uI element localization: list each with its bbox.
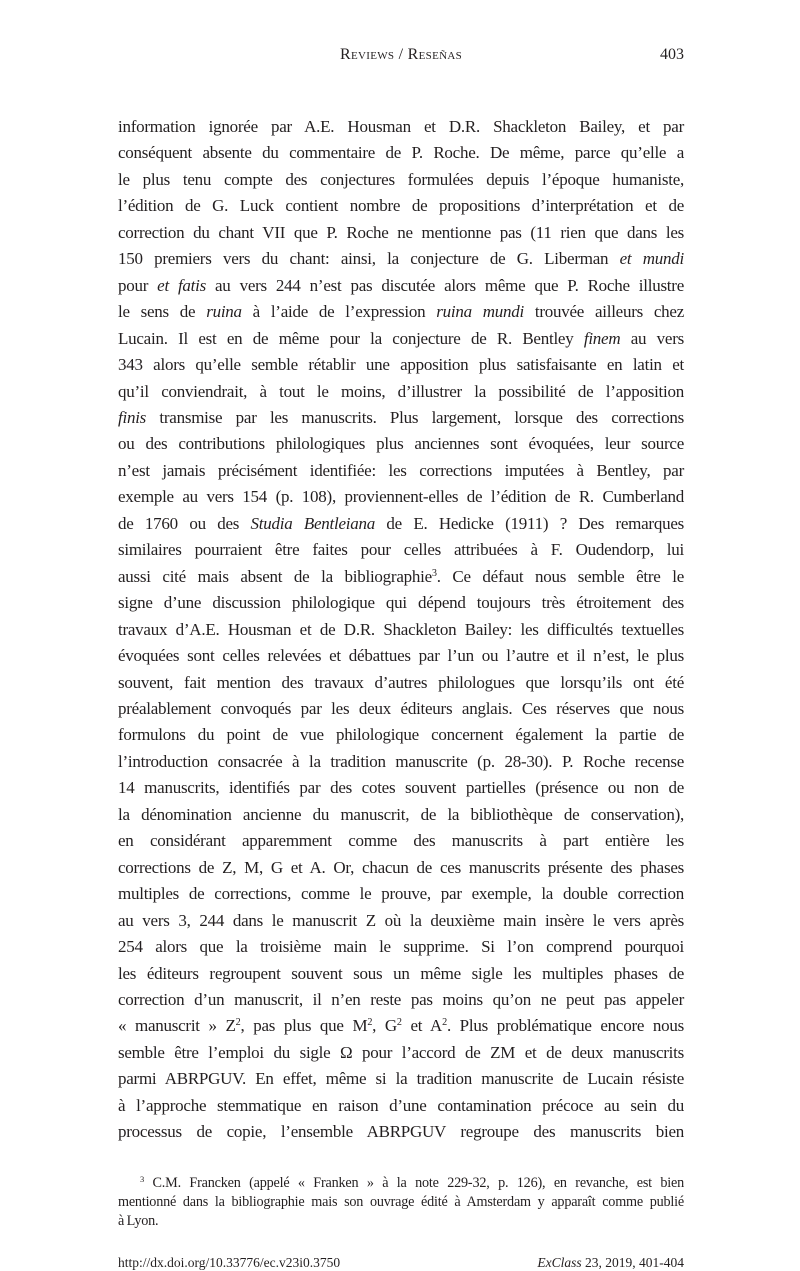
text-line: [118, 643, 684, 669]
text-line: [118, 564, 684, 590]
text-segment: conséquent absente du commentaire de P. Roche. De même, parce qu’elle a: [118, 143, 684, 163]
text-line: [118, 1066, 684, 1092]
italic-text: ruina: [206, 302, 242, 322]
text-segment: parmi ABRPGUV. En effet, même si la tradition manuscrite de Lucain résiste: [118, 1069, 684, 1089]
text-segment: , pas plus que M: [240, 1016, 368, 1036]
text-segment: au vers: [620, 328, 684, 348]
text-segment: exemple au vers 154 (p. 108), proviennent-elles de l’édition de R. Cumberland: [118, 487, 684, 507]
text-segment: similaires pourraient être faites pour celles attribuées à F. Oudendorp, lui: [118, 540, 684, 560]
text-line: [118, 828, 684, 854]
text-segment: le sens de: [118, 302, 207, 322]
journal-citation: [537, 1255, 684, 1271]
text-segment: à l’aide de l’expression: [241, 302, 437, 322]
text-segment: corrections de Z, M, G et A. Or, chacun de ces manuscrits présente des phases: [118, 857, 684, 877]
italic-text: et mundi: [619, 249, 684, 269]
text-segment: n’est jamais précisément identifiée: les corrections imputées à Bentley, par: [118, 460, 684, 480]
text-line: [118, 484, 684, 510]
text-segment: travaux d’A.E. Housman et de D.R. Shackleton Bailey: les difficultés textuelles: [118, 619, 684, 639]
text-segment: correction du chant VII que P. Roche ne mentionne pas (11 rien que dans les: [118, 222, 684, 242]
text-segment: 343 alors qu’elle semble rétablir une apposition plus satisfaisante en latin et: [118, 355, 684, 375]
footnote-line: [118, 1212, 684, 1231]
text-segment: le plus tenu compte des conjectures formulées depuis l’époque humaniste,: [118, 169, 684, 189]
text-line: [118, 670, 684, 696]
text-line: [118, 193, 684, 219]
text-line: [118, 934, 684, 960]
text-segment: semble être l’emploi du sigle Ω pour l’accord de ZM et de deux manuscrits: [118, 1042, 684, 1062]
text-line: [118, 775, 684, 801]
text-segment: ou des contributions philologiques plus anciennes sont évoquées, leur source: [118, 434, 684, 454]
journal-name: ExClass: [537, 1254, 582, 1270]
text-segment: souvent, fait mention des travaux d’autres philologues que lorsqu’ils ont été: [118, 672, 684, 692]
text-line: [118, 431, 684, 457]
text-line: [118, 458, 684, 484]
footnote-marker: 3: [140, 1173, 145, 1184]
footnote-marker: 3: [431, 567, 437, 579]
text-segment: préalablement convoqués par les deux éditeurs anglais. Ces réserves que nous: [118, 698, 684, 718]
text-line: [118, 987, 684, 1013]
footnote-marker: 2: [367, 1017, 373, 1029]
text-segment: 150 premiers vers du chant: ainsi, la conjecture de G. Liberman: [118, 249, 620, 269]
text-segment: . Ce défaut nous semble être le: [436, 566, 684, 586]
text-line: [118, 326, 684, 352]
text-segment: la dénomination ancienne du manuscrit, de la bibliothèque de conservation),: [118, 804, 684, 824]
text-segment: les éditeurs regroupent souvent sous un même sigle les multiples phases de: [118, 963, 684, 983]
italic-text: ruina mundi: [436, 302, 524, 322]
text-segment: en considérant apparemment comme des manuscrits à part entière les: [118, 831, 684, 851]
text-segment: au vers 244 n’est pas discutée alors même que P. Roche illustre: [206, 275, 684, 295]
text-segment: C.M. Francken (appelé « Franken » à la note 229-32, p. 126), en revanche, est bien: [144, 1174, 684, 1191]
text-segment: au vers 3, 244 dans le manuscrit Z où la deuxième main insère le vers après: [118, 910, 684, 930]
text-line: [118, 537, 684, 563]
text-segment: l’introduction consacrée à la tradition manuscrite (p. 28-30). P. Roche recense: [118, 751, 684, 771]
text-line: [118, 749, 684, 775]
text-line: [118, 696, 684, 722]
text-segment: information ignorée par A.E. Housman et D.R. Shackleton Bailey, et par: [118, 117, 684, 136]
text-line: [118, 961, 684, 987]
footnote-line: [118, 1193, 684, 1212]
text-segment: formulons du point de vue philologique concernent également la partie de: [118, 725, 684, 745]
text-segment: à Lyon.: [118, 1212, 159, 1229]
text-line: [118, 379, 684, 405]
page-content: [118, 114, 684, 1271]
footnote-marker: 2: [442, 1017, 447, 1029]
text-line: [118, 1013, 684, 1039]
text-line: [118, 167, 684, 193]
text-segment: pour: [118, 275, 158, 295]
text-segment: Lucain. Il est en de même pour la conjecture de R. Bentley: [118, 328, 584, 348]
text-line: [118, 114, 684, 140]
text-line: [118, 908, 684, 934]
text-segment: de 1760 ou des: [118, 513, 251, 533]
body-text: [118, 114, 684, 1146]
footnote-line: [118, 1174, 684, 1193]
page-footer: [118, 1255, 684, 1271]
text-segment: multiples de corrections, comme le prouve, par exemple, la double correction: [118, 884, 684, 904]
text-segment: l’édition de G. Luck contient nombre de propositions d’interprétation et de: [118, 196, 684, 216]
text-segment: correction d’un manuscrit, il n’en reste pas moins qu’on ne peut pas appeler: [118, 989, 684, 1009]
text-line: [118, 722, 684, 748]
text-line: [118, 881, 684, 907]
text-segment: . Plus problématique encore nous: [446, 1016, 685, 1036]
text-line: [118, 1119, 684, 1145]
text-line: [118, 511, 684, 537]
text-line: [118, 246, 684, 272]
text-line: [118, 1040, 684, 1066]
text-segment: signe d’une discussion philologique qui dépend toujours très étroitement des: [118, 593, 684, 613]
text-segment: , G: [372, 1016, 397, 1036]
text-segment: 14 manuscrits, identifiés par des cotes souvent partielles (présence ou non de: [118, 778, 684, 798]
text-segment: aussi cité mais absent de la bibliographie: [118, 566, 432, 586]
text-line: [118, 1093, 684, 1119]
text-line: [118, 299, 684, 325]
text-segment: mentionné dans la bibliographie mais son ouvrage édité à Amsterdam y apparaît comme publié: [118, 1193, 684, 1210]
text-line: [118, 352, 684, 378]
text-segment: transmise par les manuscrits. Plus largement, lorsque des corrections: [146, 407, 684, 427]
text-line: [118, 590, 684, 616]
page-header: [118, 46, 684, 68]
text-segment: évoquées sont celles relevées et débattues par l’un ou l’autre et il n’est, le plus: [118, 646, 684, 666]
italic-text: et fatis: [157, 275, 206, 295]
text-line: [118, 802, 684, 828]
text-line: [118, 140, 684, 166]
text-segment: de E. Hedicke (1911) ? Des remarques: [375, 513, 684, 533]
italic-text: finem: [583, 328, 621, 348]
footnote-marker: 2: [235, 1017, 241, 1029]
page-number: 403: [660, 46, 684, 63]
running-title: Reviews / Reseñas: [340, 46, 462, 63]
text-line: [118, 405, 684, 431]
doi-link[interactable]: http://dx.doi.org/10.33776/ec.v23i0.3750: [118, 1254, 341, 1270]
text-line: [118, 220, 684, 246]
text-line: [118, 617, 684, 643]
text-segment: processus de copie, l’ensemble ABRPGUV regroupe des manuscrits bien: [118, 1122, 684, 1142]
italic-text: Studia Bentleiana: [250, 513, 375, 533]
footnote: [118, 1174, 684, 1231]
text-segment: à l’approche stemmatique en raison d’une contamination précoce au sein du: [118, 1095, 684, 1115]
text-line: [118, 273, 684, 299]
text-segment: 254 alors que la troisième main le supprime. Si l’on comprend pourquoi: [118, 937, 684, 957]
citation-details: 23, 2019, 401-404: [581, 1254, 684, 1270]
text-segment: trouvée ailleurs chez: [524, 302, 685, 322]
footnote-marker: 2: [396, 1017, 402, 1029]
text-segment: et A: [401, 1016, 443, 1036]
text-line: [118, 855, 684, 881]
text-segment: qu’il conviendrait, à tout le moins, d’illustrer la possibilité de l’apposition: [118, 381, 684, 401]
text-segment: « manuscrit » Z: [118, 1016, 236, 1036]
italic-text: finis: [118, 407, 147, 427]
